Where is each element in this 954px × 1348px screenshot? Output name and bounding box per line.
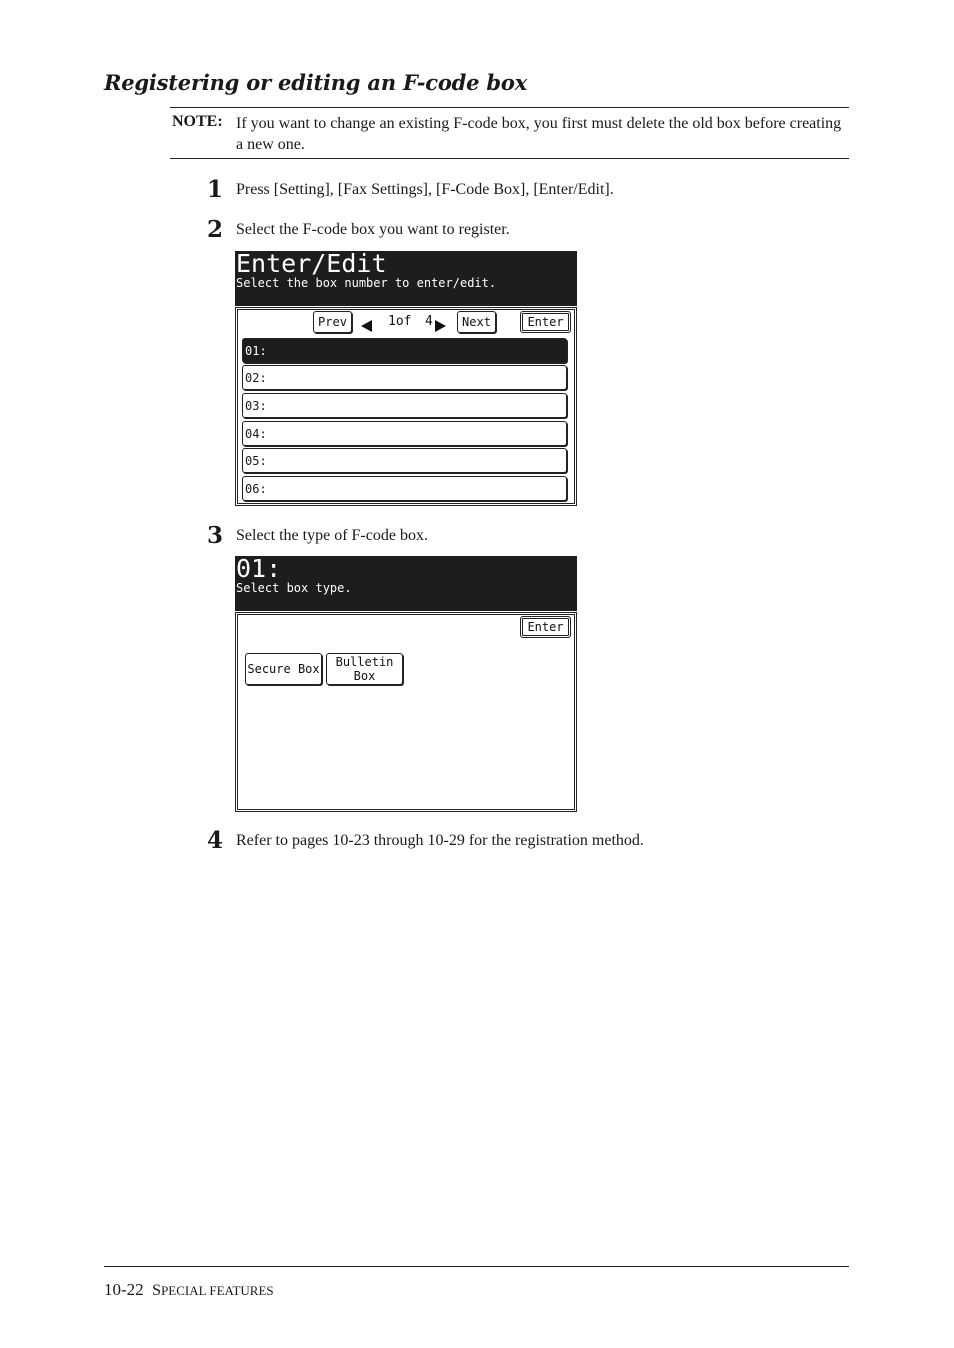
enter-button[interactable]: Enter	[520, 616, 571, 638]
enter-edit-screen	[235, 251, 577, 506]
box-type-screen	[235, 556, 577, 812]
page-current: 1of	[388, 314, 412, 329]
section-initial: S	[152, 1282, 162, 1299]
step-4-text: Refer to pages 10-23 through 10-29 for the registration method.	[236, 832, 644, 849]
screen-body	[235, 307, 577, 506]
enter-button[interactable]: Enter	[520, 311, 571, 333]
screen-body	[235, 612, 577, 812]
box-row-06[interactable]: 06:	[242, 476, 567, 501]
screen-subtitle: Select the box number to enter/edit.	[236, 276, 497, 290]
note-top-rule	[170, 107, 849, 108]
screen-subtitle: Select box type.	[236, 581, 352, 595]
step-1-text: Press [Setting], [Fax Settings], [F-Code Box], [Enter/Edit].	[236, 181, 614, 198]
screen-header	[235, 556, 577, 611]
box-row-02[interactable]: 02:	[242, 365, 567, 390]
page-number: 10-22	[104, 1280, 144, 1299]
next-arrow-icon[interactable]	[435, 317, 446, 336]
note-label: NOTE:	[172, 113, 223, 130]
section-name: PECIAL FEATURES	[161, 1283, 274, 1298]
prev-button[interactable]: Prev	[313, 311, 352, 333]
box-row-04[interactable]: 04:	[242, 421, 567, 446]
step-4-number: 4	[207, 827, 224, 854]
box-row-05[interactable]: 05:	[242, 448, 567, 473]
step-2-text: Select the F-code box you want to register.	[236, 221, 510, 238]
secure-box-button[interactable]: Secure Box	[245, 653, 322, 685]
screen-title: Enter/Edit	[236, 249, 387, 278]
page-total: 4	[425, 314, 433, 329]
box-row-01[interactable]: 01:	[242, 338, 567, 363]
bulletin-box-label-line1: Bulletin	[335, 655, 394, 669]
screen-header	[235, 251, 577, 306]
bulletin-box-button[interactable]	[326, 653, 403, 685]
footer	[104, 1280, 274, 1300]
step-3-number: 3	[207, 522, 224, 549]
note-text: If you want to change an existing F-code box, you first must delete the old box before creating a new one.	[236, 115, 842, 153]
footer-rule	[104, 1266, 849, 1267]
step-2-number: 2	[207, 216, 224, 243]
step-1-number: 1	[207, 176, 224, 203]
step-3-text: Select the type of F-code box.	[236, 527, 428, 544]
bulletin-box-label-line2: Box	[353, 669, 376, 683]
prev-arrow-icon[interactable]	[361, 317, 372, 336]
screen-title: 01:	[236, 554, 282, 583]
section-title: Registering or editing an F-code box	[104, 70, 528, 95]
next-button[interactable]: Next	[457, 311, 496, 333]
box-row-03[interactable]: 03:	[242, 393, 567, 418]
note-bottom-rule	[170, 158, 849, 159]
